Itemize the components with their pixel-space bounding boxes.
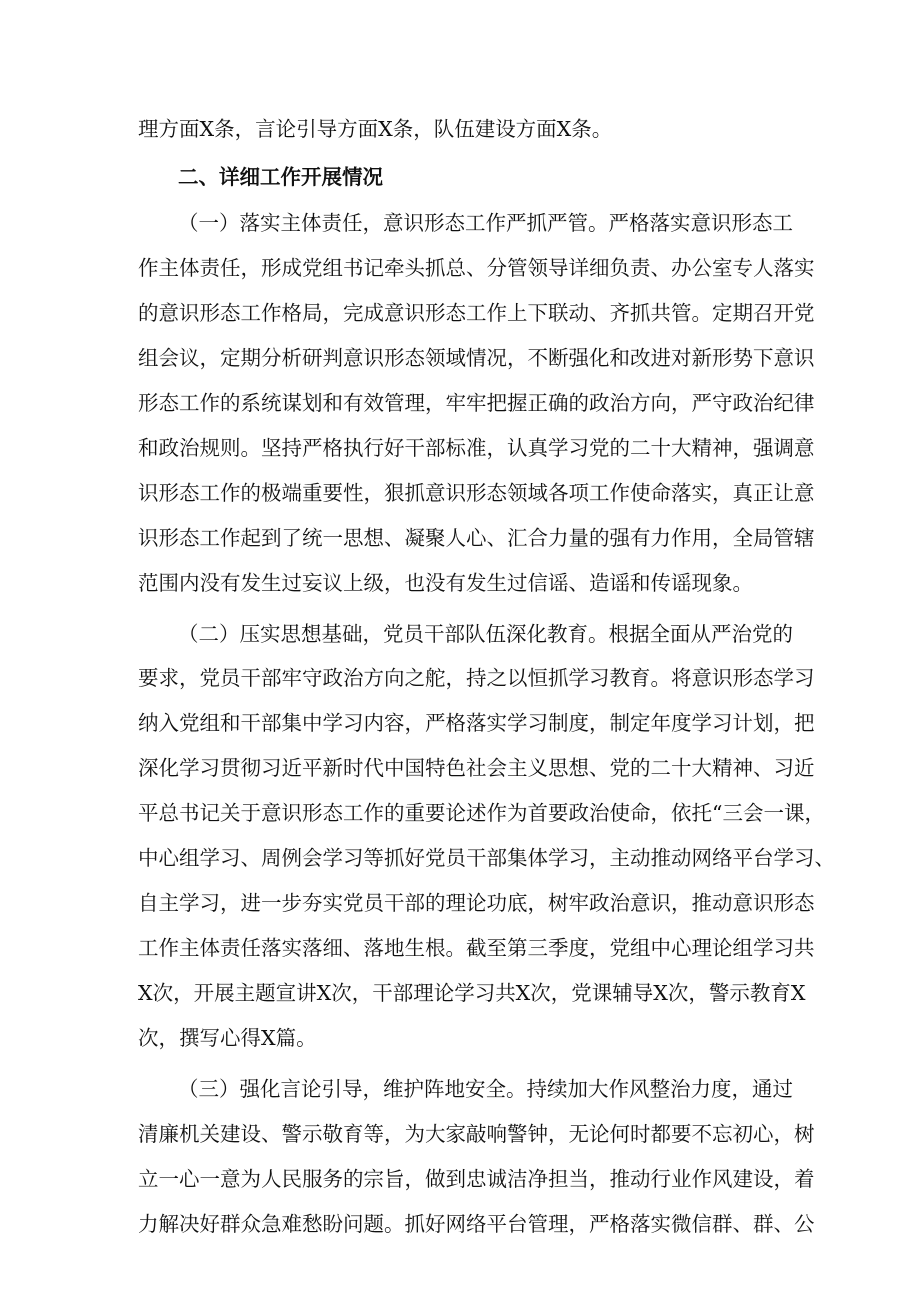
paragraph-2-line: 纳入党组和干部集中学习内容，严格落实学习制度，制定年度学习计划，把 bbox=[138, 711, 815, 735]
paragraph-2-line: 中心组学习、周例会学习等抓好党员干部集体学习，主动推动网络平台学习、 bbox=[138, 846, 835, 870]
paragraph-3-line: 立一心一意为人民服务的宗旨，做到忠诚洁净担当，推动行业作风建设，着 bbox=[138, 1167, 815, 1191]
paragraph-1-line: 组会议，定期分析研判意识形态领域情况，不断强化和改进对新形势下意识 bbox=[138, 346, 815, 370]
paragraph-2-line: （二）压实思想基础，党员干部队伍深化教育。根据全面从严治党的 bbox=[178, 622, 793, 646]
paragraph-1-line: 识形态工作起到了统一思想、凝聚人心、汇合力量的强有力作用，全局管辖 bbox=[138, 526, 815, 550]
paragraph-1-line: 识形态工作的极端重要性，狠抓意识形态领域各项工作使命落实，真正让意 bbox=[138, 481, 815, 505]
text-line: 理方面X条，言论引导方面X条，队伍建设方面X条。 bbox=[138, 117, 613, 141]
paragraph-2-line: X次，开展主题宣讲X次，干部理论学习共X次，党课辅导X次，警示教育X bbox=[138, 981, 806, 1005]
paragraph-1-line: 的意识形态工作格局，完成意识形态工作上下联动、齐抓共管。定期召开党 bbox=[138, 301, 815, 325]
paragraph-1-line: 形态工作的系统谋划和有效管理，牢牢把握正确的政治方向，严守政治纪律 bbox=[138, 391, 815, 415]
paragraph-1-line: 作主体责任，形成党组书记牵头抓总、分管领导详细负责、办公室专人落实 bbox=[138, 256, 815, 280]
paragraph-3-line: 力解决好群众急难愁盼问题。抓好网络平台管理，严格落实微信群、群、公 bbox=[138, 1212, 815, 1236]
paragraph-3-line: 清廉机关建设、警示敬育等，为大家敲响警钟，无论何时都要不忘初心，树 bbox=[138, 1122, 815, 1146]
paragraph-2-line: 工作主体责任落实落细、落地生根。截至第三季度，党组中心理论组学习共 bbox=[138, 936, 815, 960]
paragraph-3-line: （三）强化言论引导，维护阵地安全。持续加大作风整治力度，通过 bbox=[178, 1077, 793, 1101]
paragraph-2-line: 自主学习，进一步夯实党员干部的理论功底，树牢政治意识，推动意识形态 bbox=[138, 891, 815, 915]
paragraph-1-line: 范围内没有发生过妄议上级，也没有发生过信谣、造谣和传谣现象。 bbox=[138, 571, 753, 595]
paragraph-2-line: 深化学习贯彻习近平新时代中国特色社会主义思想、党的二十大精神、习近 bbox=[138, 756, 815, 780]
section-heading: 二、详细工作开展情况 bbox=[178, 165, 383, 189]
paragraph-2-line: 要求，党员干部牢守政治方向之舵，持之以恒抓学习教育。将意识形态学习 bbox=[138, 666, 815, 690]
paragraph-2-line: 次，撰写心得X篇。 bbox=[138, 1026, 317, 1050]
paragraph-1-line: 和政治规则。坚持严格执行好干部标准，认真学习党的二十大精神，强调意 bbox=[138, 436, 815, 460]
paragraph-2-line: 平总书记关于意识形态工作的重要论述作为首要政治使命，依托“三会一课， bbox=[138, 801, 825, 825]
paragraph-1-line: （一）落实主体责任，意识形态工作严抓严管。严格落实意识形态工 bbox=[178, 211, 793, 235]
